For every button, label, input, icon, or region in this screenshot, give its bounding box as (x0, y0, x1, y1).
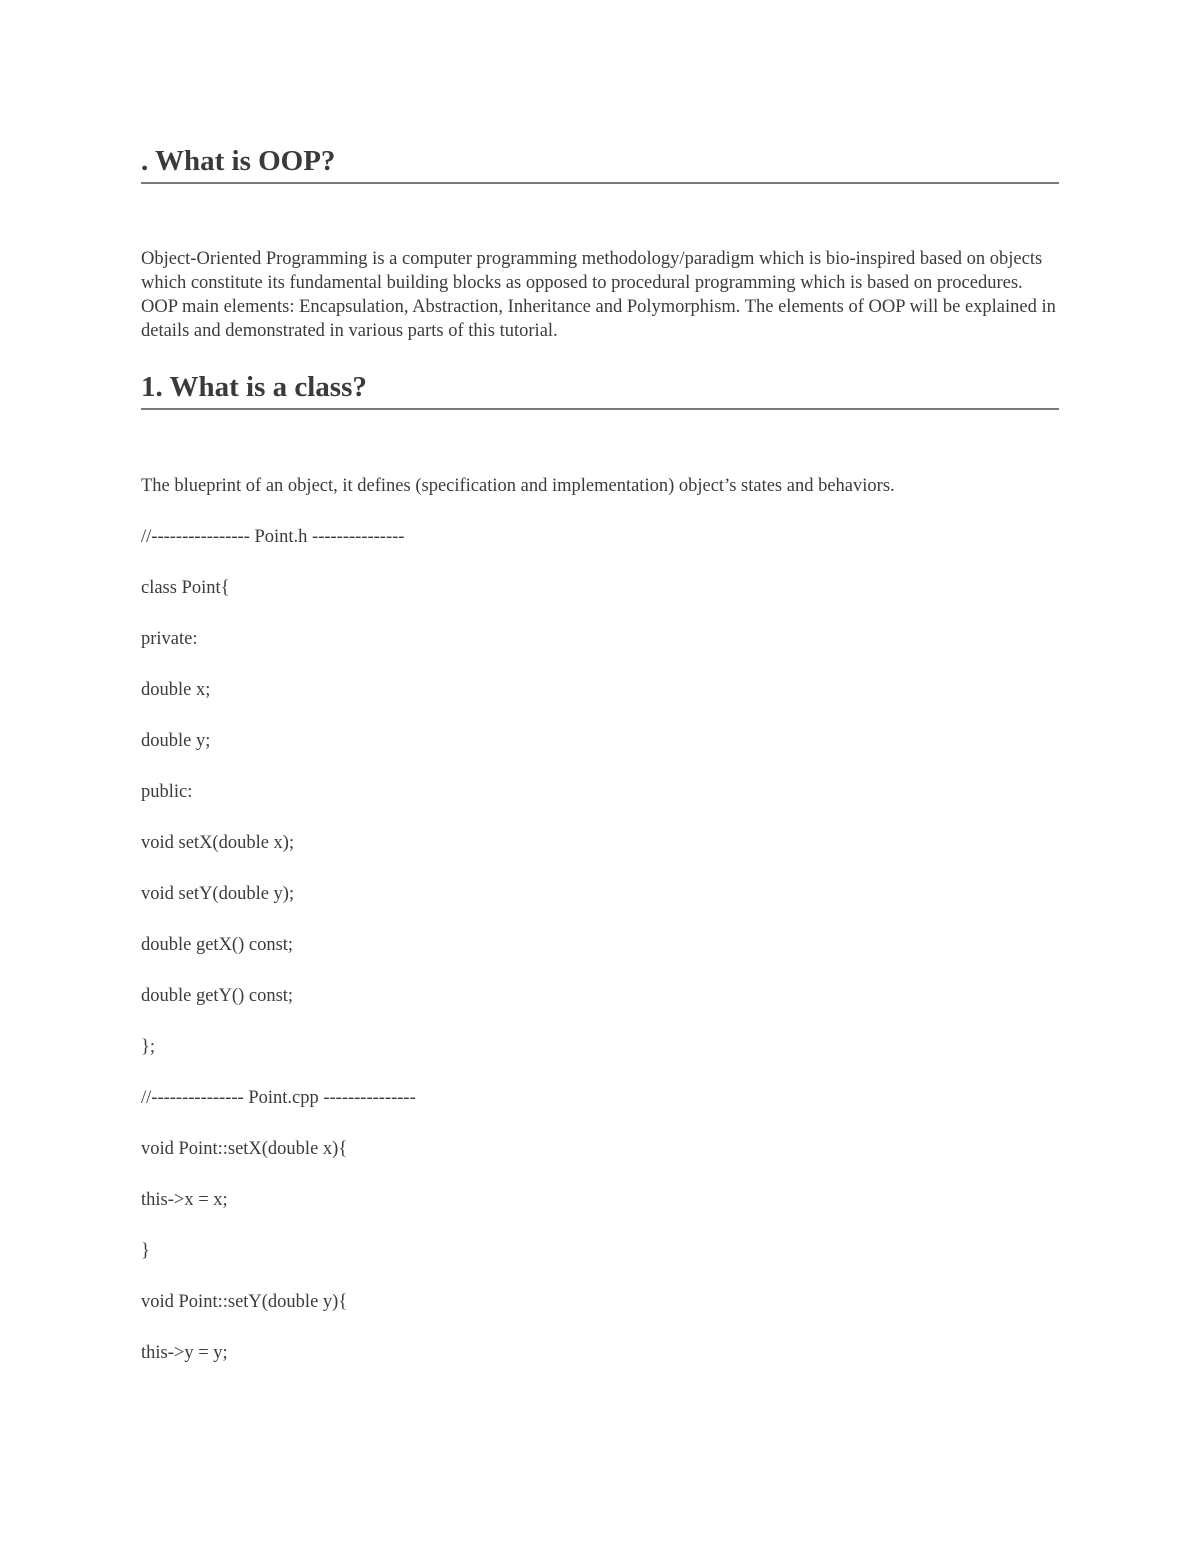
code-line: //--------------- Point.cpp --------------- (141, 1088, 416, 1108)
code-line: class Point{ (141, 578, 230, 598)
code-line: this->x = x; (141, 1190, 228, 1210)
code-line: } (141, 1241, 150, 1261)
code-line: }; (141, 1037, 156, 1057)
class-definition-paragraph: The blueprint of an object, it defines (specification and implementation) object’s states and behaviors. (141, 476, 895, 496)
code-line: double y; (141, 731, 211, 751)
section-heading-what-is-a-class: 1. What is a class? (141, 370, 1059, 410)
section-heading-what-is-oop: . What is OOP? (141, 144, 1059, 184)
code-line: //---------------- Point.h --------------- (141, 527, 405, 547)
code-line: double x; (141, 680, 211, 700)
code-line: this->y = y; (141, 1343, 228, 1363)
code-line: double getX() const; (141, 935, 294, 955)
code-line: public: (141, 782, 193, 802)
code-line: void setY(double y); (141, 884, 295, 904)
code-line: private: (141, 629, 198, 649)
oop-definition-paragraph: Object-Oriented Programming is a computer programming methodology/paradigm which is bio-inspired based on objects which constitute its fundamental building blocks as opposed to procedural programming which is based on procedures. OOP main elements: Encapsulation, Abstraction, Inheritance and Polymorphism. The elements of OOP will be explained in details and demonstrated in various parts of this tutorial. (141, 249, 1056, 341)
code-line: double getY() const; (141, 986, 294, 1006)
code-line: void Point::setY(double y){ (141, 1292, 348, 1312)
code-line: void Point::setX(double x){ (141, 1139, 348, 1159)
code-line: void setX(double x); (141, 833, 295, 853)
